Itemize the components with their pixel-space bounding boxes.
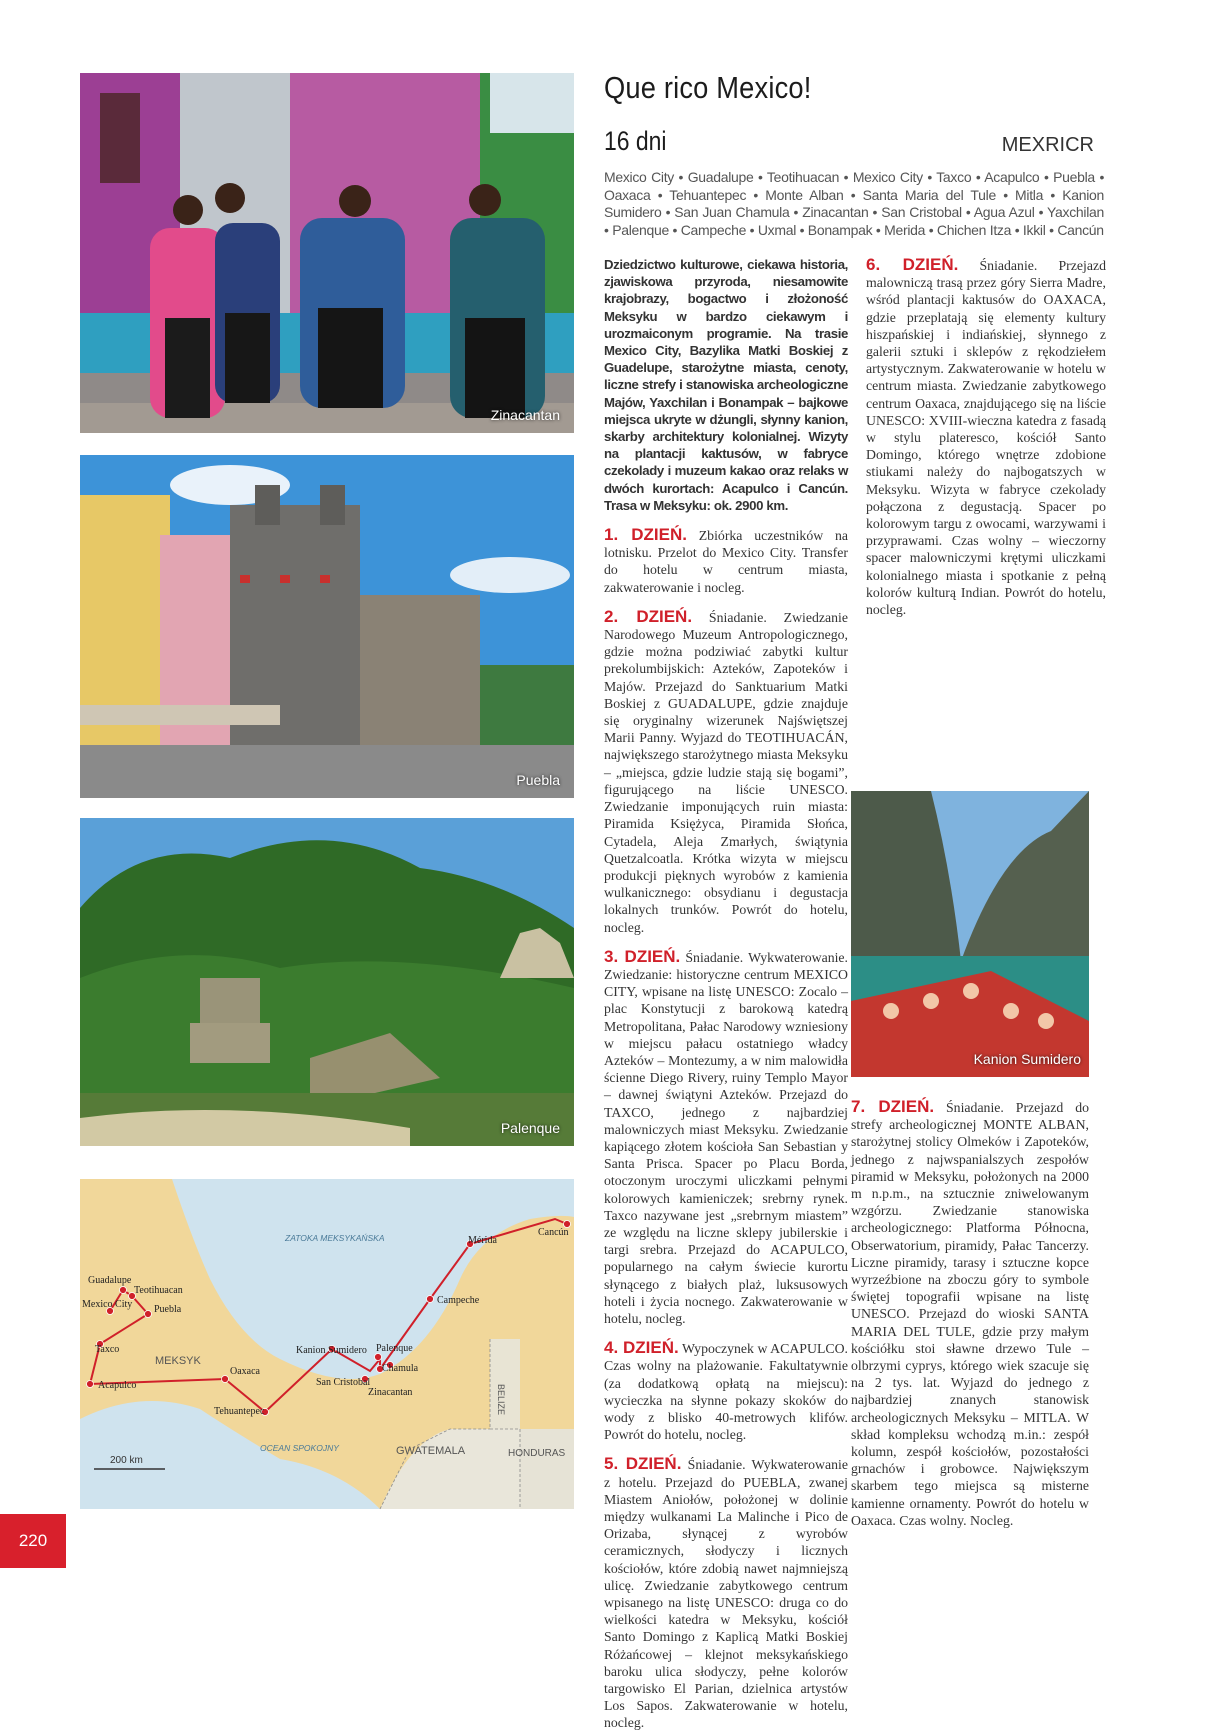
route-separator: • xyxy=(971,169,985,185)
map-city-taxco: Taxco xyxy=(95,1344,120,1355)
route-separator: • xyxy=(1011,221,1023,238)
route-separator: • xyxy=(746,186,766,203)
map-city-merida: Mérida xyxy=(468,1235,497,1246)
map-city-zinacantan: Zinacantan xyxy=(368,1387,413,1398)
map-scale-label: 200 km xyxy=(110,1455,143,1466)
day-2-heading: 2. DZIEŃ. xyxy=(604,606,693,626)
map-city-guadalupe: Guadalupe xyxy=(88,1275,132,1286)
route-separator: • xyxy=(650,186,670,203)
map-city-tehuantepec: Tehuantepec xyxy=(214,1406,265,1417)
photo-caption-sumidero: Kanion Sumidero xyxy=(973,1051,1081,1067)
day-1-heading: 1. DZIEŃ. xyxy=(604,525,687,545)
day-2 xyxy=(604,608,848,936)
route-stop: Chichen Itza xyxy=(936,221,1012,238)
map-city-san-cristobal: San Cristobal xyxy=(316,1377,371,1388)
route-stop: Yaxchilan xyxy=(1047,204,1105,220)
map-city-oaxaca: Oaxaca xyxy=(230,1366,260,1377)
map-city-teotihuacan: Teotihuacan xyxy=(134,1285,183,1296)
route-separator: • xyxy=(1094,169,1105,185)
day-3-text: Śniadanie. Wykwaterowanie. Zwiedzanie: historyczne centrum MEXICO CITY, wpisane na listę UNESCO: Zocalo – plac Konstytucji z barokową katedrą Metropolitana, Pałac Narodowy wzniesiony w miejscu pałacu ostatniego władcy Azteków – Montezumy, a w nim malowidła ścienne Diego Rivery, ruiny Templo Mayor – dawnej świątyni Azteków. Przejazd do TAXCO, jednego z najbardziej malowniczych miast Meksyku. Zwiedzanie kapiącego złotem kościoła San Sebastian y Santa Prisca. Spacer po Placu Borda, otoczonym uroczymi uliczkami pełnymi kolorowych kamieniczek; srebrny rynek. Taxco nazywane jest „srebrnym miastem” ze względu na liczne sklepy jubilerskie i targi srebra. Przejazd do ACAPULCO, popularnego na całym świecie kurortu słynącego z białych plaż, luksusowych hoteli i życia nocnego. Zakwaterowanie w hotelu, nocleg. xyxy=(604,949,848,1326)
day-5 xyxy=(604,1454,848,1731)
route-stop: Mexico City xyxy=(604,169,674,185)
map-city-chamula: Chamula xyxy=(382,1363,419,1374)
day-5-text: Śniadanie. Wykwaterowanie z hotelu. Przejazd do PUEBLA, zwanej Miastem Aniołów, położonej w dolinie między wulkanami La Malinche i Pico de Orizaba, słynącej z wyrobów ceramicznych, słodyczy i licznych kościołów, które zdobią nawet najmniejszą ulicę. Zwiedzanie zabytkowego centrum wpisanego na listę UNESCO: druga co do wielkości katedra w Meksyku, kościół Santo Domingo z Kaplicą Matki Boskiej Różańcowej – klejnot meksykańskiego baroku ulica słodyczy, pełne kolorów targowisko El Parian, dzielnica artystów Los Sapos. Zakwaterowanie w hotelu, nocleg. xyxy=(604,1457,848,1731)
route-separator: • xyxy=(668,221,681,238)
route-separator: • xyxy=(995,186,1016,203)
photo-puebla xyxy=(80,455,574,798)
route-separator: • xyxy=(1045,221,1058,238)
map-city-puebla: Puebla xyxy=(154,1304,182,1315)
day-6 xyxy=(866,256,1106,618)
route-separator: • xyxy=(922,169,937,185)
day-5-heading: 5. DZIEŃ. xyxy=(604,1454,682,1474)
trip-duration: 16 dni xyxy=(604,126,667,156)
route-stop: Mitla xyxy=(1015,186,1044,203)
photo-palenque xyxy=(80,818,574,1146)
route-stop: Uxmal xyxy=(757,221,797,238)
route-separator: • xyxy=(674,169,688,185)
photo-caption-zinacantan: Zinacantan xyxy=(490,407,560,423)
photo-caption-palenque: Palenque xyxy=(500,1120,560,1136)
route-stop: Santa Maria del Tule xyxy=(862,186,996,203)
page-number: 220 xyxy=(0,1514,66,1568)
route-stop: Bonampak xyxy=(807,221,873,238)
day-2-text: Śniadanie. Zwiedzanie Narodowego Muzeum Antropologicznego, gdzie można podziwiać zabytki kultur prekolumbijskich: Azteków, Zapoteków i Majów. Przejazd do Sanktuarium Matki Boskiej z GUADALUPE, gdzie znajduje się oryginalny wizerunek Najświętszej Marii Panny. Wyjazd do TEOTIHUACÁN, największego starożytnego miasta Meksyku – „miejsca, gdzie ludzie stają się bogami”, figurującego na liście UNESCO. Zwiedzanie imponujących ruin miasta: Piramida Księżyca, Piramida Słońca, Cytadela, Aleja Zmarłych, świątynia Quetzalcoatla. Krótka wizyta w miejscu produkcji pięknych wyrobów z kamienia wulkanicznego: obsydianu i degustacja lokalnych trunków. Powrót do hotelu, nocleg. xyxy=(604,609,848,935)
route-stop: Campeche xyxy=(680,221,747,238)
text-column-2 xyxy=(866,256,1106,630)
map-city-acapulco: Acapulco xyxy=(98,1380,137,1391)
route-stop: San Cristobal xyxy=(881,204,962,220)
route-stop: Ikkil xyxy=(1022,221,1046,238)
map-label-belize: BELIZE xyxy=(496,1384,506,1416)
route-separator: • xyxy=(872,221,885,238)
day-4-heading: 4. DZIEŃ. xyxy=(604,1338,679,1358)
route-separator: • xyxy=(1043,186,1063,203)
route-stop: Merida xyxy=(884,221,926,238)
route-list xyxy=(604,169,1104,239)
route-separator: • xyxy=(1034,204,1048,220)
route-stop: Taxco xyxy=(936,169,972,185)
route-separator: • xyxy=(661,204,675,220)
route-separator: • xyxy=(961,204,974,220)
route-stop: Guadalupe xyxy=(687,169,754,185)
map-city-kanion-sumidero: Kanion Sumidero xyxy=(296,1345,367,1356)
route-separator: • xyxy=(796,221,808,238)
route-stop: Cancún xyxy=(1057,221,1104,238)
route-stop: Agua Azul xyxy=(973,204,1035,220)
route-separator: • xyxy=(604,221,613,238)
day-3-heading: 3. DZIEŃ. xyxy=(604,946,681,966)
map-label-guatemala: GWATEMALA xyxy=(396,1445,466,1457)
route-stop: Puebla xyxy=(1053,169,1095,185)
map-city-mexico-city: Mexico City xyxy=(82,1299,133,1310)
route-stop: Tehuantepec xyxy=(669,186,747,203)
route-separator: • xyxy=(1039,169,1054,185)
map-city-cancun: Cancún xyxy=(538,1227,569,1238)
text-column-2-bottom xyxy=(851,1098,1089,1541)
route-separator: • xyxy=(746,221,758,238)
day-3 xyxy=(604,948,848,1327)
day-1-text: Zbiórka uczestników na lotnisku. Przelot do Mexico City. Transfer do hotelu w centrum miasta, zakwaterowanie i nocleg. xyxy=(604,528,848,595)
intro-paragraph: Dziedzictwo kulturowe, ciekawa historia, zjawiskowa przyroda, niesamowite krajobrazy, bogactwo i złożoność Meksyku w bardzo ciekawym i urozmaiconym programie. Na trasie Mexico City, Bazylika Matki Boskiej z Guadelupe, starożytne miasta, cenoty, liczne strefy i stanowiska archeologiczne Majów, Yaxchilan i Bonampak – bajkowe miejsca ukryte w dżungli, słynny kanion, skarby architektury kolonialnej. Wizyty na plantacji kaktusów, w fabryce czekolady i muzeum kakao oraz relaks w dwóch kurortach: Acapulco i Cancún. Trasa w Meksyku: ok. 2900 km. xyxy=(604,257,848,513)
trip-code: MEXRICR xyxy=(1001,134,1094,156)
text-column-1 xyxy=(604,256,848,1731)
route-separator: • xyxy=(839,169,853,185)
day-4-text: Wypoczynek w ACAPULCO. Czas wolny na plażowanie. Fakultatywnie (za dodatkową opłatą na miejscu): wycieczka na słynne pokazy skoków do wody z blisko 40-metrowych klifów. Powrót do hotelu, nocleg. xyxy=(604,1341,848,1443)
route-stop: Monte Alban xyxy=(765,186,844,203)
day-7-heading: 7. DZIEŃ. xyxy=(851,1097,935,1116)
map-city-palenque: Palenque xyxy=(376,1343,413,1354)
route-stop: Zinacantan xyxy=(802,204,869,220)
day-6-text: Śniadanie. Przejazd malowniczą trasą przez góry Sierra Madre, wśród plantacji kaktusów do OAXACA, gdzie przeplatają się elementy kultury hiszpańskiej i indiańskiej, słynnego z galerii sztuki i sklepów z rękodziełem artystycznym. Zakwaterowanie w hotelu w centrum miasta. Zwiedzanie zabytkowego centrum Oaxaca, znajdującego się na liście UNESCO: XVIII-wieczna katedra z fasadą w stylu plateresco, kościół Santo Domingo, którego wnętrze zdobione stiukami należy do najbogatszych w Meksyku. Wizyta w fabryce czekolady połączona z degustacją. Spacer po kolorowym targu z owocami, warzywami i przyprawami. Czas wolny – wieczorny spacer malowniczymi krętymi uliczkami kolonialnego miasta i spotkanie z pełną kolorów kulturą Indian. Powrót do hotelu, nocleg. xyxy=(866,258,1107,618)
route-stop: Teotihuacan xyxy=(766,169,840,185)
day-7 xyxy=(851,1098,1089,1529)
day-7-text: Śniadanie. Przejazd do strefy archeologicznej MONTE ALBAN, starożytnej stolicy Olmeków i Zapoteków, jednego z najwspanialszych zespołów piramid w Meksyku, położonych na 2000 m n.p.m., na sztucznie zniwelowanym wzgórzu. Zwiedzanie stanowiska archeologicznego: Platforma Północna, Obserwatorium, piramidy, Pałac Tancerzy. Liczne piramidy, tarasy i sztuczne kopce wyrzeźbione na zboczu góry to symbole świętej topografii wpisane na listę UNESCO. Przejazd do wioski SANTA MARIA DEL TULE, gdzie przy małym kościółku stoi sławne drzewo Tule – olbrzymi cyprys, którego wiek szacuje się na 2 tys. lat. Wyjazd do jednego z najbardziej znanych stanowisk archeologicznych Meksyku – MITLA. W skład kompleksu wchodzą m.in.: zespół kolumn, zespół kościołów, pozostałości grnachów i grobowce. Największym skarbem tego miejsca są misterne kamienne ornamenty. Powrót do hotelu w Oaxaca. Czas wolny. Nocleg. xyxy=(851,1100,1089,1528)
route-stop: San Juan Chamula xyxy=(674,204,790,220)
page-title: Que rico Mexico! xyxy=(604,70,812,105)
route-stop: Oaxaca xyxy=(604,186,651,203)
route-map xyxy=(80,1179,574,1509)
day-6-heading: 6. DZIEŃ. xyxy=(866,255,959,274)
map-label-honduras: HONDURAS xyxy=(508,1448,566,1459)
map-city-campeche: Campeche xyxy=(437,1295,480,1306)
day-1 xyxy=(604,526,848,596)
route-separator: • xyxy=(843,186,863,203)
route-separator: • xyxy=(753,169,767,185)
route-stop: Mexico City xyxy=(852,169,923,185)
route-stop: Kanion Sumidero xyxy=(604,186,1104,220)
day-4 xyxy=(604,1339,848,1443)
map-label-ocean: OCEAN SPOKOJNY xyxy=(260,1443,339,1453)
photo-sumidero xyxy=(851,791,1089,1077)
photo-caption-puebla: Puebla xyxy=(516,772,560,788)
route-stop: Acapulco xyxy=(984,169,1040,185)
map-label-meksyk: MEKSYK xyxy=(155,1355,201,1367)
photo-zinacantan xyxy=(80,73,574,433)
route-separator: • xyxy=(789,204,803,220)
map-label-zatoka: ZATOKA MEKSYKAŃSKA xyxy=(285,1233,385,1243)
route-separator: • xyxy=(925,221,937,238)
route-separator: • xyxy=(868,204,882,220)
route-stop: Palenque xyxy=(612,221,669,238)
